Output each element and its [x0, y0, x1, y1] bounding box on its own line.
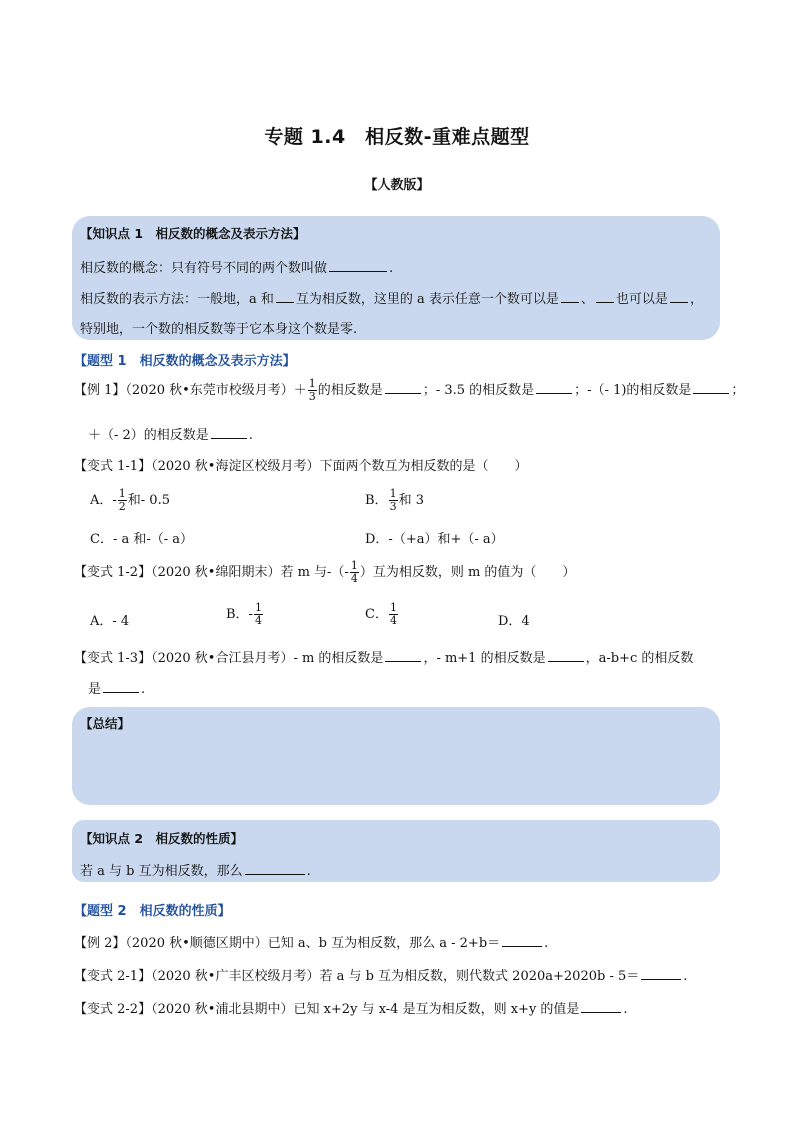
edition-label: 【人教版】: [364, 178, 430, 193]
variant-1-2-option-b[interactable]: B．- $\frac{1}{4}$: [226, 601, 262, 627]
fraction: $\frac{1}{3}$: [389, 487, 397, 513]
answer-blank[interactable]: [670, 290, 688, 303]
answer-blank[interactable]: [385, 381, 421, 394]
summary-box: [72, 707, 720, 805]
variant-1-2-option-a[interactable]: A．- 4: [90, 614, 130, 629]
variant-2-1: 【变式 2-1】（2020 秋•广丰区校级月考）若 a 与 b 互为相反数，则代数式 2020a+2020b - 5＝ .: [74, 969, 688, 984]
answer-blank[interactable]: [385, 649, 421, 662]
kp1-line-1: 相反数的概念：只有符号不同的两个数叫做 .: [80, 261, 394, 276]
variant-1-1-stem: 【变式 1-1】（2020 秋•海淀区校级月考）下面两个数互为相反数的是（ ）: [74, 459, 528, 474]
example-1-line-2: ＋（- 2）的相反数是 .: [88, 428, 253, 443]
variant-1-3: 【变式 1-3】（2020 秋•合江县月考）- m 的相反数是 ，- m+1 的相反数是 ，a-b+c 的相反数: [74, 651, 694, 666]
type-2-header: 【题型 2 相反数的性质】: [74, 904, 231, 919]
page-title: 专题 1.4 相反数-重难点题型: [264, 126, 530, 148]
answer-blank[interactable]: [581, 1000, 621, 1013]
kp2-line-1: 若 a 与 b 互为相反数，那么 .: [80, 864, 311, 879]
kp1-header: 【知识点 1 相反数的概念及表示方法】: [80, 226, 306, 241]
fraction: $\frac{1}{3}$: [308, 377, 316, 403]
answer-blank[interactable]: [329, 259, 387, 272]
variant-1-1-option-d[interactable]: D．-（+a）和+（- a）: [365, 532, 504, 547]
answer-blank[interactable]: [502, 934, 542, 947]
answer-blank[interactable]: [693, 381, 729, 394]
kp1-line-3: 特别地，一个数的相反数等于它本身这个数是零.: [80, 322, 358, 337]
example-2: 【例 2】（2020 秋•顺德区期中）已知 a、b 互为相反数，那么 a - 2+b＝ .: [74, 936, 549, 951]
summary-header: 【总结】: [80, 716, 131, 731]
kp1-line-2: 相反数的表示方法：一般地，a 和 互为相反数，这里的 a 表示任意一个数可以是 、 也可以是 ，: [80, 292, 703, 307]
variant-1-2-option-c[interactable]: C． $\frac{1}{4}$: [365, 601, 397, 627]
fraction: $\frac{1}{4}$: [389, 601, 397, 627]
variant-1-2-stem: 【变式 1-2】（2020 秋•绵阳期末）若 m 与-（- $\frac{1}{4}$ ）互为相反数，则 m 的值为（ ）: [74, 559, 576, 585]
answer-blank[interactable]: [103, 680, 139, 693]
answer-blank[interactable]: [276, 290, 294, 303]
answer-blank[interactable]: [641, 967, 681, 980]
fraction: $\frac{1}{4}$: [254, 601, 262, 627]
fraction: $\frac{1}{4}$: [350, 559, 358, 585]
kp2-header: 【知识点 2 相反数的性质】: [80, 831, 244, 846]
answer-blank[interactable]: [596, 290, 614, 303]
variant-2-2: 【变式 2-2】（2020 秋•浦北县期中）已知 x+2y 与 x-4 是互为相反数，则 x+y 的值是 .: [74, 1002, 628, 1017]
variant-1-1-option-b[interactable]: B． $\frac{1}{3}$ 和 3: [365, 487, 424, 513]
variant-1-3-line-2: 是 .: [88, 682, 146, 697]
variant-1-2-option-d[interactable]: D．4: [498, 614, 530, 629]
answer-blank[interactable]: [211, 426, 247, 439]
answer-blank[interactable]: [536, 381, 572, 394]
answer-blank[interactable]: [548, 649, 584, 662]
variant-1-1-option-a[interactable]: A．- $\frac{1}{2}$ 和- 0.5: [90, 487, 170, 513]
type-1-header: 【题型 1 相反数的概念及表示方法】: [74, 354, 296, 369]
answer-blank[interactable]: [245, 862, 305, 875]
variant-1-1-option-c[interactable]: C．- a 和-（- a）: [90, 532, 194, 547]
fraction: $\frac{1}{2}$: [118, 487, 126, 513]
answer-blank[interactable]: [561, 290, 579, 303]
example-1: 【例 1】（2020 秋•东莞市校级月考）＋ $\frac{1}{3}$ 的相反数是 ；- 3.5 的相反数是 ；-（- 1)的相反数是 ；: [74, 377, 745, 403]
